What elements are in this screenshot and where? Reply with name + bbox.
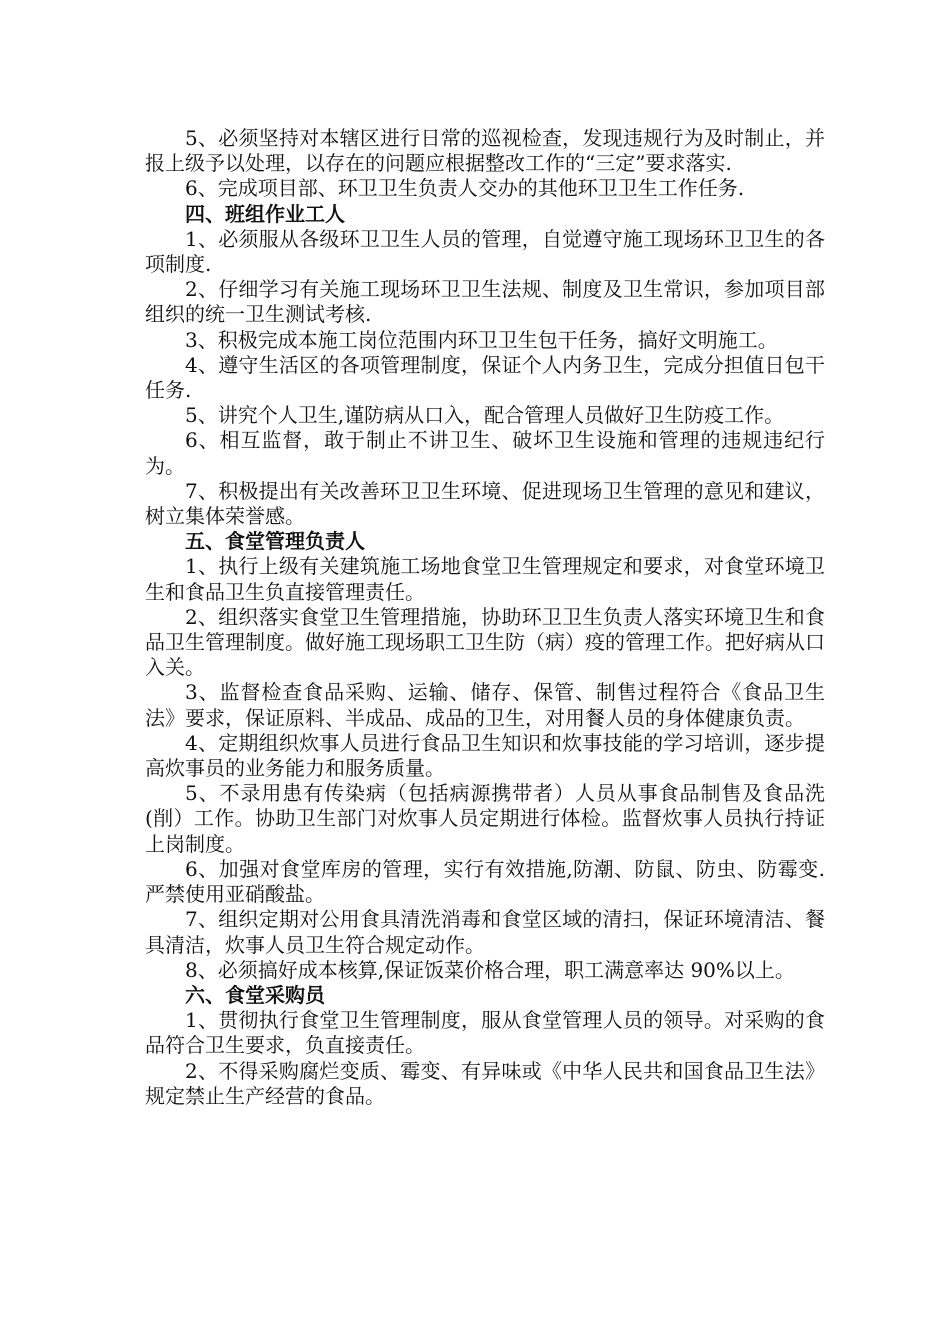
paragraph: 2、仔细学习有关施工现场环卫卫生法规、制度及卫生常识，参加项目部组织的统一卫生测试考核.: [145, 277, 825, 327]
paragraph: 8、必须搞好成本核算,保证饭菜价格合理，职工满意率达 90%以上。: [185, 957, 795, 982]
paragraph: 2、组织落实食堂卫生管理措施，协助环卫卫生负责人落实环境卫生和食品卫生管理制度。做好施工现场职工卫生防（病）疫的管理工作。把好病从口入关。: [145, 604, 825, 680]
paragraph: 6、加强对食堂库房的管理，实行有效措施,防潮、防鼠、防虫、防霉变.严禁使用亚硝酸盐。: [145, 856, 825, 907]
paragraph: 4、遵守生活区的各项管理制度，保证个人内务卫生，完成分担值日包干任务.: [145, 352, 825, 403]
paragraph: 1、必须服从各级环卫卫生人员的管理，自觉遵守施工现场环卫卫生的各项制度.: [145, 226, 825, 277]
paragraph: 7、积极提出有关改善环卫卫生环境、促进现场卫生管理的意见和建议，树立集体荣誉感。: [145, 478, 825, 529]
paragraph: 1、执行上级有关建筑施工场地食堂卫生管理规定和要求，对食堂环境卫生和食品卫生负直接管理责任。: [145, 554, 825, 604]
section-heading: 五、食堂管理负责人: [185, 529, 365, 554]
paragraph: 3、监督检查食品采购、运输、储存、保管、制售过程符合《食品卫生法》要求，保证原料、半成品、成品的卫生，对用餐人员的身体健康负责。: [145, 680, 825, 730]
paragraph: 5、不录用患有传染病（包括病源携带者）人员从事食品制售及食品洗(削）工作。协助卫生部门对炊事人员定期进行体检。监督炊事人员执行持证上岗制度。: [145, 781, 825, 856]
paragraph: 2、不得采购腐烂变质、霉变、有异味或《中华人民共和国食品卫生法》规定禁止生产经营的食品。: [145, 1058, 825, 1108]
section-heading: 六、食堂采购员: [185, 982, 325, 1007]
section-heading: 四、班组作业工人: [185, 201, 345, 226]
paragraph: 3、积极完成本施工岗位范围内环卫卫生包干任务，搞好文明施工。: [185, 327, 778, 352]
paragraph: 6、相互监督，敢于制止不讲卫生、破坏卫生设施和管理的违规违纪行为。: [145, 428, 825, 478]
paragraph: 4、定期组织炊事人员进行食品卫生知识和炊事技能的学习培训，逐步提高炊事员的业务能力和服务质量。: [145, 730, 825, 781]
paragraph: 1、贯彻执行食堂卫生管理制度，服从食堂管理人员的领导。对采购的食品符合卫生要求，负直接责任。: [145, 1008, 825, 1058]
paragraph: 5、讲究个人卫生,谨防病从口入，配合管理人员做好卫生防疫工作。: [185, 403, 785, 428]
document-page: [145, 126, 825, 1109]
paragraph: 6、完成项目部、环卫卫生负责人交办的其他环卫卫生工作任务.: [185, 176, 745, 201]
paragraph: 7、组织定期对公用食具清洗消毒和食堂区域的清扫，保证环境清洁、餐具清洁，炊事人员卫生符合规定动作。: [145, 907, 825, 957]
paragraph: 5、必须坚持对本辖区进行日常的巡视检查，发现违规行为及时制止，并报上级予以处理，以存在的问题应根据整改工作的“三定”要求落实.: [145, 126, 825, 176]
